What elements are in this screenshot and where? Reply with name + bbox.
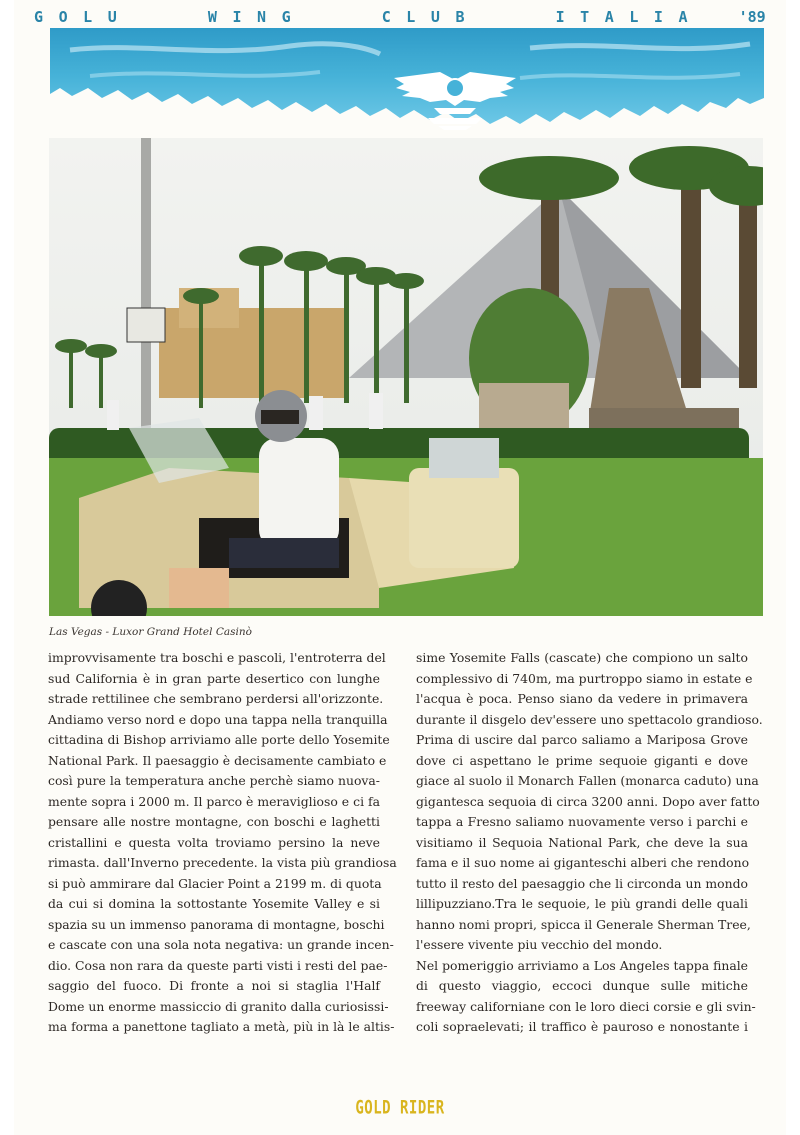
- article-line: mente sopra i 2000 m. Il parco è meraviglioso e ci fa: [48, 793, 380, 809]
- article-line: tappa a Fresno saliamo nuovamente verso i parchi e: [416, 814, 748, 829]
- article-line: Andiamo verso nord e dopo una tappa nella tranquilla: [48, 711, 388, 727]
- article-line: e cascate con una sola nota negativa: un grande incen-: [48, 937, 394, 952]
- article-line: si può ammirare dal Glacier Point a 2199 m. di quota: [48, 875, 382, 891]
- article-line: fama e il suo nome ai giganteschi alberi che rendono: [416, 855, 750, 870]
- article-line: tutto il resto del paesaggio che li circonda un mondo: [416, 875, 748, 891]
- luxor-hotel-photo: [49, 138, 763, 616]
- article-line: gigantesca sequoia di circa 3200 anni. Dopo aver fatto: [416, 793, 760, 809]
- article-line: pensare alle nostre montagne, con boschi e laghetti: [48, 814, 380, 829]
- header-letter: B: [455, 8, 465, 26]
- header-letter: G: [34, 8, 44, 26]
- article-line: ma forma a panettone tagliato a metà, più in là le altis-: [48, 1019, 395, 1034]
- header-letter: A: [678, 8, 688, 26]
- photo-illustration: [49, 138, 763, 616]
- header-letter: U: [107, 8, 117, 26]
- article-line: complessivo di 740m, ma purtroppo siamo in estate e: [416, 670, 753, 686]
- article-line: di questo viaggio, eccoci dunque sulle mitiche: [416, 978, 748, 993]
- header-letter: N: [257, 8, 267, 26]
- article-line: National Park. Il paesaggio è decisamente cambiato e: [48, 752, 387, 768]
- header-letter: O: [58, 8, 68, 26]
- article-column-right: [416, 648, 763, 1038]
- article-line: coli sopraelevati; il traffico è pauroso e nonostante i: [416, 1019, 748, 1034]
- header-letter: A: [604, 8, 614, 26]
- article-line: cristallini e questa volta troviamo persino la neve: [48, 834, 380, 850]
- article-line: Nel pomeriggio arriviamo a Los Angeles tappa finale: [416, 957, 748, 973]
- article-line: rimasta. dall'Inverno precedente. la vista più grandiosa: [48, 855, 397, 870]
- header-letter: C: [381, 8, 391, 26]
- article-line: freeway californiane con le loro dieci corsie e gli svin-: [416, 998, 756, 1014]
- header-letter: I: [555, 8, 565, 26]
- photo-caption: Las Vegas - Luxor Grand Hotel Casinò: [49, 626, 252, 638]
- article-line: l'essere vivente piu vecchio del mondo.: [416, 937, 663, 952]
- article-line: durante il disgelo dev'essere uno spettacolo grandioso.: [416, 711, 763, 727]
- article-line: Dome un enorme massiccio di granito dalla curiosissi-: [48, 998, 389, 1014]
- article-line: lillipuzziano.Tra le sequoie, le più grandi delle quali: [416, 896, 748, 911]
- article-line: dove ci aspettano le prime sequoie giganti e dove: [416, 752, 748, 768]
- header-letter: G: [281, 8, 291, 26]
- article-line: hanno nomi propri, spicca il Generale Sherman Tree,: [416, 916, 751, 932]
- header-letter: U: [430, 8, 440, 26]
- header-letter: W: [207, 8, 217, 26]
- article-line: Prima di uscire dal parco saliamo a Mariposa Grove: [416, 732, 748, 747]
- article-line: sime Yosemite Falls (cascate) che compiono un salto: [416, 650, 748, 665]
- article-line: sud California è in gran parte desertico con lunghe: [48, 670, 380, 686]
- article-line: così pure la temperatura anche perchè siamo nuova-: [48, 773, 380, 788]
- header-letter: L: [83, 8, 93, 26]
- article-line: improvvisamente tra boschi e pascoli, l'entroterra del: [48, 650, 386, 665]
- article-line: visitiamo il Sequoia National Park, che deve la sua: [416, 834, 748, 850]
- header-banner: [50, 28, 764, 130]
- article-line: saggio del fuoco. Di fronte a noi si staglia l'Half: [48, 978, 380, 993]
- footer-magazine-title: GOLD RIDER: [355, 1097, 445, 1119]
- article-line: l'acqua è poca. Penso siano da vedere in primavera: [416, 691, 748, 706]
- article-line: cittadina di Bishop arriviamo alle porte dello Yosemite: [48, 732, 390, 747]
- article-line: dio. Cosa non rara da queste parti visti i resti del pae-: [48, 957, 388, 973]
- header-club-name: [34, 6, 766, 28]
- article-line: da cui si domina la sottostante Yosemite Valley e si: [48, 896, 380, 911]
- article-column-left: [48, 648, 397, 1038]
- header-letter: L: [406, 8, 416, 26]
- header-letter: I: [653, 8, 663, 26]
- header-letter: L: [629, 8, 639, 26]
- eagle-logo-icon: [390, 66, 520, 130]
- article-line: giace al suolo il Monarch Fallen (monarca caduto) una: [416, 773, 759, 788]
- header-letter: T: [580, 8, 590, 26]
- header-year: '89: [738, 8, 766, 26]
- header-letter: I: [232, 8, 242, 26]
- article-line: spazia su un immenso panorama di montagne, boschi: [48, 916, 385, 932]
- article-line: strade rettilinee che sembrano perdersi all'orizzonte.: [48, 691, 384, 706]
